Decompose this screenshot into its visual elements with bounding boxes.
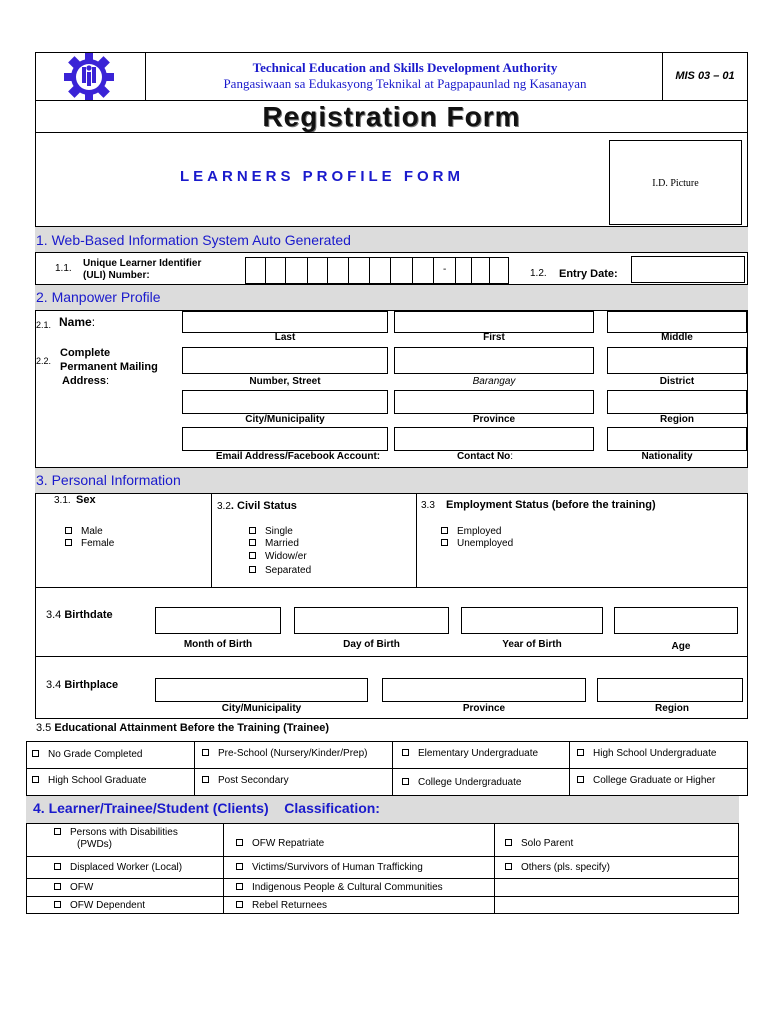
checkbox-icon bbox=[505, 863, 512, 870]
first-name-label: First bbox=[483, 332, 505, 343]
checkbox-icon bbox=[54, 883, 61, 890]
edu-hs-under-option[interactable]: High School Undergraduate bbox=[577, 748, 716, 760]
edu-no-grade-option[interactable]: No Grade Completed bbox=[32, 749, 143, 761]
employment-label: Employment Status (before the training) bbox=[446, 499, 656, 511]
class-pwd-sub: (PWDs) bbox=[77, 839, 112, 850]
divider bbox=[145, 52, 146, 101]
sex-male-option[interactable]: Male bbox=[65, 526, 103, 538]
birthplace-province-input[interactable] bbox=[382, 678, 586, 702]
uli-input-boxes[interactable] bbox=[245, 257, 509, 284]
class-solo-parent-option[interactable]: Solo Parent bbox=[505, 838, 573, 850]
edu-preschool-option[interactable]: Pre-School (Nursery/Kinder/Prep) bbox=[202, 748, 368, 760]
divider bbox=[194, 741, 195, 796]
sex-label: Sex bbox=[76, 494, 96, 506]
divider bbox=[26, 878, 739, 879]
birthplace-city-label: City/Municipality bbox=[221, 703, 302, 714]
section2-title: 2. Manpower Profile bbox=[36, 289, 161, 305]
form-subtitle: LEARNERS PROFILE FORM bbox=[180, 168, 465, 185]
email-label: Email Address/Facebook Account: bbox=[215, 451, 381, 462]
left-border bbox=[35, 656, 36, 719]
class-pwd-option[interactable]: Persons with Disabilities bbox=[54, 827, 178, 839]
form-code: MIS 03 – 01 bbox=[675, 70, 735, 82]
divider bbox=[26, 768, 748, 769]
checkbox-icon bbox=[402, 778, 409, 785]
sex-number: 3.1. bbox=[54, 495, 71, 506]
birthplace-province-label: Province bbox=[462, 703, 506, 714]
class-indigenous-option[interactable]: Indigenous People & Cultural Communities bbox=[236, 882, 443, 894]
sex-female-option[interactable]: Female bbox=[65, 538, 114, 550]
birthdate-label: 3.4 Birthdate bbox=[46, 609, 113, 621]
province-input[interactable] bbox=[394, 390, 594, 414]
birthplace-city-input[interactable] bbox=[155, 678, 368, 702]
agency-name: Technical Education and Skills Development Authority bbox=[252, 60, 558, 75]
nationality-label: Nationality bbox=[641, 451, 693, 462]
entry-date-input[interactable] bbox=[631, 256, 745, 283]
divider bbox=[211, 493, 212, 588]
name-number: 2.1. bbox=[36, 320, 52, 330]
divider bbox=[223, 823, 224, 914]
district-input[interactable] bbox=[607, 347, 747, 374]
region-input[interactable] bbox=[607, 390, 747, 414]
email-input[interactable] bbox=[182, 427, 388, 451]
education-label: 3.5 Educational Attainment Before the Training (Trainee) bbox=[36, 722, 329, 734]
checkbox-icon bbox=[65, 539, 72, 546]
divider bbox=[416, 493, 417, 588]
uli-label-line1: Unique Learner Identifier bbox=[83, 258, 202, 269]
middle-name-label: Middle bbox=[661, 332, 693, 343]
edu-college-under-option[interactable]: College Undergraduate bbox=[402, 777, 521, 789]
age-label: Age bbox=[671, 641, 691, 652]
civil-married-option[interactable]: Married bbox=[249, 538, 299, 550]
checkbox-icon bbox=[441, 539, 448, 546]
region-label: Region bbox=[660, 414, 694, 425]
civil-status-number: 3.2. Civil Status bbox=[217, 500, 297, 512]
checkbox-icon bbox=[32, 776, 39, 783]
barangay-label: Barangay bbox=[472, 376, 516, 387]
street-input[interactable] bbox=[182, 347, 388, 374]
uli-number: 1.1. bbox=[55, 263, 72, 274]
class-displaced-option[interactable]: Displaced Worker (Local) bbox=[54, 862, 182, 874]
uli-dash: - bbox=[443, 264, 447, 275]
agency-name-filipino: Pangasiwaan sa Edukasyong Teknikal at Pagpapaunlad ng Kasanayan bbox=[223, 76, 587, 91]
birth-day-label: Day of Birth bbox=[343, 639, 400, 650]
address-label-line1: Complete bbox=[60, 347, 111, 359]
province-label: Province bbox=[472, 414, 516, 425]
employment-number: 3.3 bbox=[421, 500, 435, 511]
entry-date-label: Entry Date: bbox=[559, 268, 618, 280]
checkbox-icon bbox=[249, 552, 256, 559]
checkbox-icon bbox=[236, 901, 243, 908]
barangay-input[interactable] bbox=[394, 347, 594, 374]
checkbox-icon bbox=[54, 863, 61, 870]
checkbox-icon bbox=[577, 776, 584, 783]
city-label: City/Municipality bbox=[245, 414, 325, 425]
birthplace-region-label: Region bbox=[655, 703, 689, 714]
edu-elementary-under-option[interactable]: Elementary Undergraduate bbox=[402, 748, 538, 760]
checkbox-icon bbox=[249, 566, 256, 573]
edu-post-secondary-option[interactable]: Post Secondary bbox=[202, 775, 289, 787]
district-label: District bbox=[659, 376, 695, 387]
age-input[interactable] bbox=[614, 607, 738, 634]
right-border bbox=[747, 656, 748, 719]
divider bbox=[494, 823, 495, 914]
last-name-input[interactable] bbox=[182, 311, 388, 333]
class-ofw-repatriate-option[interactable]: OFW Repatriate bbox=[236, 838, 324, 850]
divider bbox=[26, 856, 739, 857]
edu-hs-grad-option[interactable]: High School Graduate bbox=[32, 775, 146, 787]
checkbox-icon bbox=[236, 839, 243, 846]
section1-title: 1. Web-Based Information System Auto Generated bbox=[36, 232, 351, 248]
civil-widow-option[interactable]: Widow/er bbox=[249, 551, 307, 563]
checkbox-icon bbox=[441, 527, 448, 534]
birth-month-label: Month of Birth bbox=[183, 639, 253, 650]
class-trafficking-option[interactable]: Victims/Survivors of Human Trafficking bbox=[236, 862, 423, 874]
last-name-label: Last bbox=[274, 332, 296, 343]
section4-title: 4. Learner/Trainee/Student (Clients) Classification: bbox=[33, 800, 380, 816]
divider bbox=[26, 896, 739, 897]
checkbox-icon bbox=[202, 776, 209, 783]
middle-name-input[interactable] bbox=[607, 311, 747, 333]
checkbox-icon bbox=[249, 527, 256, 534]
class-ofw-dependent-option[interactable]: OFW Dependent bbox=[54, 900, 145, 912]
checkbox-icon bbox=[402, 749, 409, 756]
first-name-input[interactable] bbox=[394, 311, 594, 333]
address-number: 2.2. bbox=[36, 356, 52, 366]
uli-label-line2: (ULI) Number: bbox=[83, 270, 150, 281]
civil-separated-option[interactable]: Separated bbox=[249, 565, 311, 577]
edu-college-grad-option[interactable]: College Graduate or Higher bbox=[577, 775, 715, 787]
contact-label: Contact No: bbox=[456, 451, 514, 462]
checkbox-icon bbox=[505, 839, 512, 846]
birth-month-input[interactable] bbox=[155, 607, 281, 634]
tesda-logo bbox=[62, 51, 116, 103]
birth-year-label: Year of Birth bbox=[502, 639, 562, 650]
checkbox-icon bbox=[32, 750, 39, 757]
checkbox-icon bbox=[54, 901, 61, 908]
checkbox-icon bbox=[249, 539, 256, 546]
city-input[interactable] bbox=[182, 390, 388, 414]
street-label: Number, Street bbox=[249, 376, 321, 387]
class-ofw-option[interactable]: OFW bbox=[54, 882, 93, 894]
employment-employed-option[interactable]: Employed bbox=[441, 526, 501, 538]
divider bbox=[569, 741, 570, 796]
checkbox-icon bbox=[202, 749, 209, 756]
employment-unemployed-option[interactable]: Unemployed bbox=[441, 538, 513, 550]
nationality-input[interactable] bbox=[607, 427, 747, 451]
address-label-line3: Address: bbox=[62, 375, 110, 387]
divider bbox=[35, 718, 748, 719]
checkbox-icon bbox=[236, 883, 243, 890]
id-picture-label: I.D. Picture bbox=[652, 178, 699, 189]
checkbox-icon bbox=[65, 527, 72, 534]
birth-day-input[interactable] bbox=[294, 607, 449, 634]
birth-year-input[interactable] bbox=[461, 607, 603, 634]
birthplace-label: 3.4 Birthplace bbox=[46, 679, 119, 691]
birthplace-region-input[interactable] bbox=[597, 678, 743, 702]
page-title: Registration Form bbox=[262, 101, 521, 132]
class-rebel-option[interactable]: Rebel Returnees bbox=[236, 900, 327, 912]
divider bbox=[392, 741, 393, 796]
checkbox-icon bbox=[236, 863, 243, 870]
checkbox-icon bbox=[577, 749, 584, 756]
address-label-line2: Permanent Mailing bbox=[60, 361, 158, 373]
entry-date-number: 1.2. bbox=[530, 268, 547, 279]
class-others-option[interactable]: Others (pls. specify) bbox=[505, 862, 610, 874]
name-label: Name: bbox=[59, 315, 96, 329]
right-border bbox=[747, 226, 748, 486]
section3-title: 3. Personal Information bbox=[36, 472, 181, 488]
civil-single-option[interactable]: Single bbox=[249, 526, 293, 538]
checkbox-icon bbox=[54, 828, 61, 835]
contact-input[interactable] bbox=[394, 427, 594, 451]
